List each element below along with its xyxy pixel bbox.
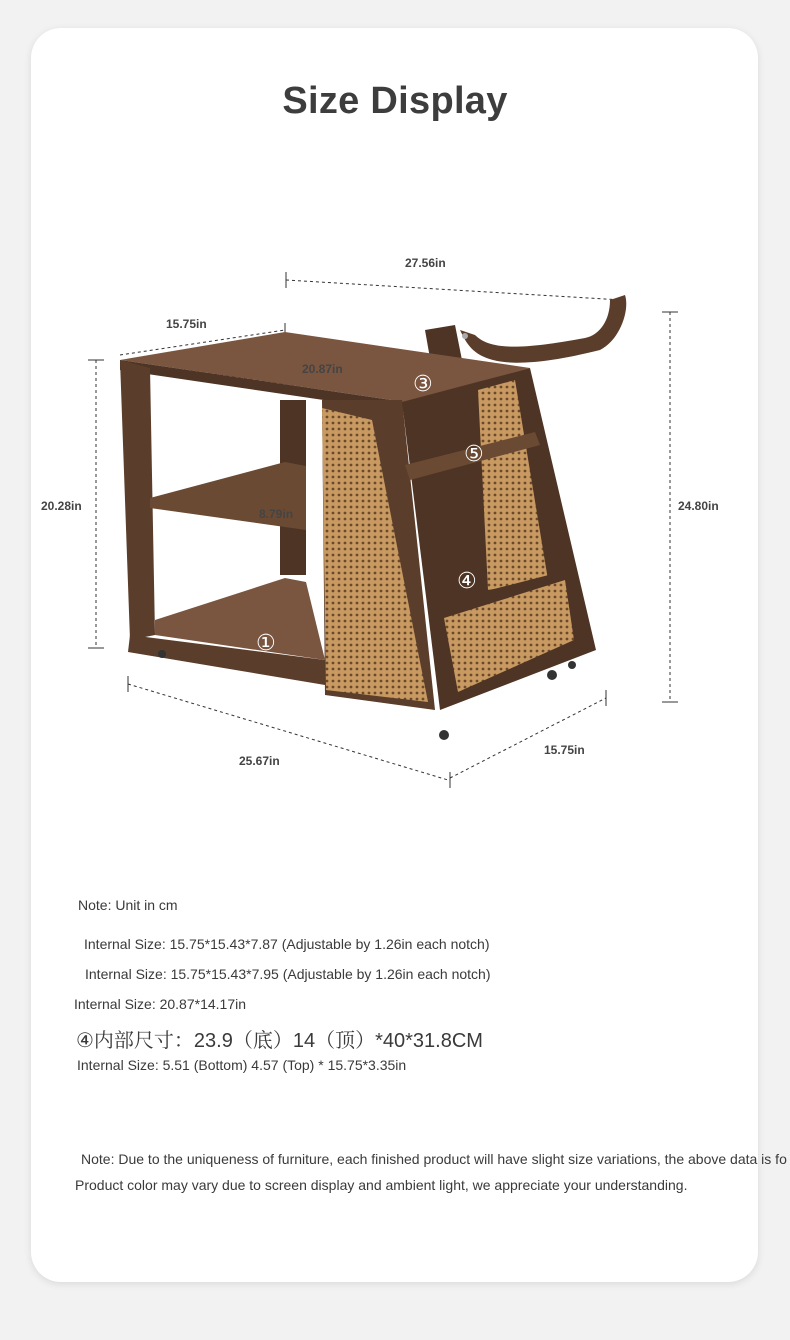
disclaimer-line-2: Product color may vary due to screen display and ambient light, we appreciate your understanding. xyxy=(75,1177,688,1193)
spec-tray: Internal Size: 20.87*14.17in xyxy=(74,996,247,1012)
dim-bottom-depth: 15.75in xyxy=(544,743,585,757)
callout-4: ④ xyxy=(457,568,477,593)
callout-1: ① xyxy=(256,630,276,655)
dim-tray-width: 20.87in xyxy=(302,362,343,376)
spec-shelf-1: Internal Size: 15.75*15.43*7.87 (Adjustable by 1.26in each notch) xyxy=(84,936,490,952)
disclaimer-line-1: Note: Due to the uniqueness of furniture, each finished product will have slight size variations, the above data is fo xyxy=(81,1151,787,1167)
dim-bottom-width: 25.67in xyxy=(239,754,280,768)
spec-drawer: Internal Size: 5.51 (Bottom) 4.57 (Top) * 15.75*3.35in xyxy=(77,1057,407,1073)
dim-top-depth: 15.75in xyxy=(166,317,207,331)
dim-left-height: 20.28in xyxy=(41,499,82,513)
dim-top-width: 27.56in xyxy=(405,256,446,270)
spec-shelf-2: Internal Size: 15.75*15.43*7.95 (Adjustable by 1.26in each notch) xyxy=(85,966,491,982)
product-illustration xyxy=(0,240,760,800)
callout-5: ⑤ xyxy=(464,441,484,466)
spec-cabinet-cn: ④内部尺寸：23.9（底）14（顶）*40*31.8CM xyxy=(76,1030,483,1052)
callout-3: ③ xyxy=(413,371,433,396)
page-title: Size Display xyxy=(282,80,508,122)
cart-frame xyxy=(120,295,626,740)
dim-shelf-gap: 8.79in xyxy=(259,507,294,521)
dim-total-height: 24.80in xyxy=(678,499,719,513)
unit-note: Note: Unit in cm xyxy=(78,897,178,913)
